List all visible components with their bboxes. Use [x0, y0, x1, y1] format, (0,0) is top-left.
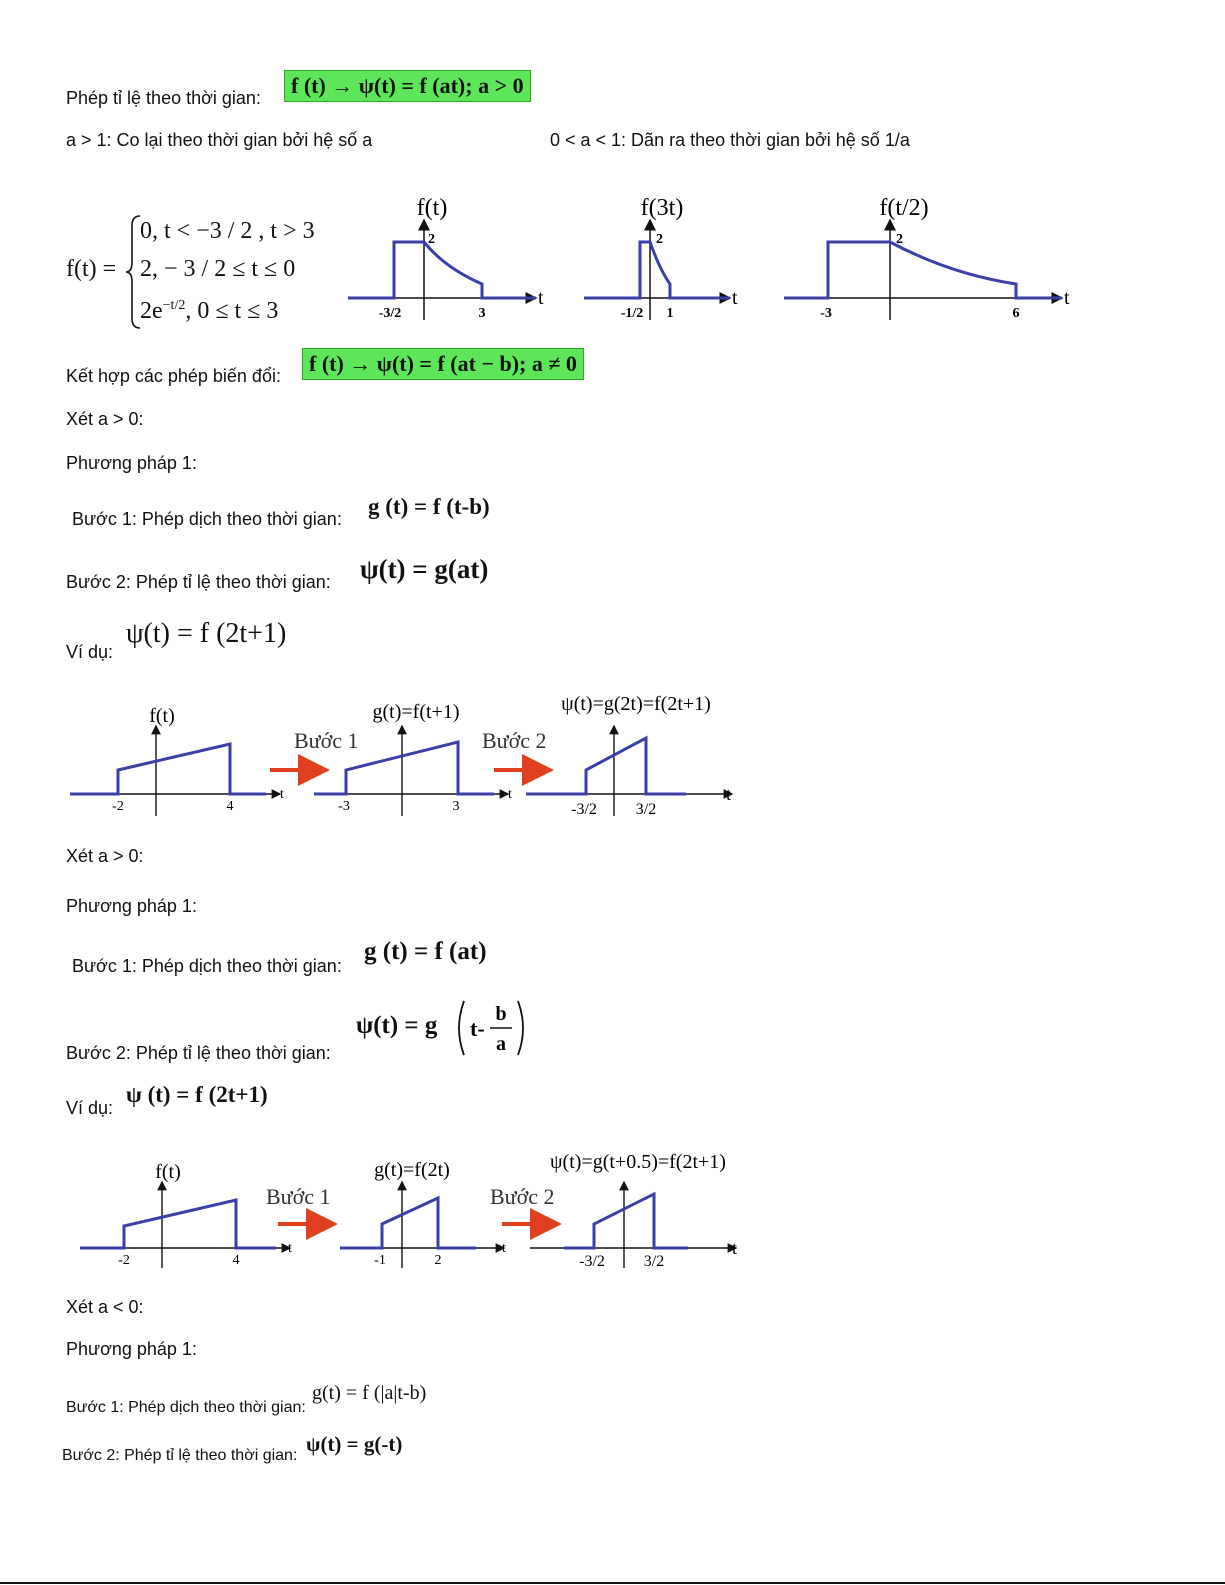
graph-ft2-peak: 2 [896, 232, 903, 247]
section3-step2-formula-pre: ψ(t) = g [356, 1012, 438, 1039]
section3-step2-fraction [452, 998, 532, 1058]
diagram2-g-tick-right: 2 [434, 1253, 442, 1268]
graph-f [348, 195, 544, 321]
section4-step2-label: Bước 2: Phép tỉ lệ theo thời gian: [62, 1447, 298, 1464]
section2-step2-formula: ψ(t) = g(at) [360, 554, 489, 584]
diagram2-psi-signal [564, 1194, 688, 1248]
diagram1-psi-tick-right: 3/2 [635, 801, 657, 818]
section3-method: Phương pháp 1: [66, 896, 197, 916]
fraction-left-paren [459, 1001, 464, 1055]
diagram2-f-tick-left: -2 [118, 1253, 130, 1268]
diagram2-psi-tick-left: -3/2 [579, 1253, 605, 1270]
graph-f3t-axis-label: t [732, 287, 738, 309]
piecewise-lhs: f(t) = [66, 256, 117, 282]
diagram1-f-axis-label: t [280, 787, 284, 802]
section1-formula: f (t) → ψ(t) = f (at); a > 0 [284, 70, 531, 102]
piecewise-case2: 2, − 3 / 2 ≤ t ≤ 0 [140, 256, 296, 282]
section3-consider: Xét a > 0: [66, 846, 144, 866]
diagram1-step2-label: Bước 2 [482, 728, 547, 753]
diagram1-f-tick-right: 4 [226, 799, 234, 814]
diagram1-f [70, 705, 284, 816]
diagram2-f-axis-label: t [288, 1241, 292, 1256]
section2-step1-label: Bước 1: Phép dịch theo thời gian: [72, 509, 342, 529]
graph-ft2-signal [784, 242, 1062, 298]
section4-step1-label: Bước 1: Phép dịch theo thời gian: [66, 1399, 306, 1416]
section3-step2-label: Bước 2: Phép tỉ lệ theo thời gian: [66, 1043, 331, 1063]
section4-step2-formula: ψ(t) = g(-t) [306, 1432, 403, 1456]
section2-example-label: Ví dụ: [66, 642, 114, 662]
diagram1-psi-axis-label: t [726, 784, 732, 804]
section4-method: Phương pháp 1: [66, 1339, 197, 1359]
piecewise-case1: 0, t < −3 / 2 , t > 3 [140, 218, 315, 244]
section4-consider: Xét a < 0: [66, 1297, 144, 1317]
diagram2-g [340, 1159, 506, 1268]
piecewise-case3 [140, 298, 278, 325]
diagram1-psi-signal [526, 738, 686, 794]
page-bottom-rule [0, 1582, 1225, 1584]
graph-f3t [584, 195, 738, 321]
scaling-graphs [340, 190, 1080, 330]
diagram1-g [314, 701, 512, 816]
diagram2-step2-label: Bước 2 [490, 1184, 555, 1209]
diagram2-f-tick-right: 4 [232, 1253, 240, 1268]
diagram1-f-signal [70, 744, 266, 794]
diagram2 [76, 1148, 756, 1278]
graph-ft2 [784, 195, 1070, 321]
section3-step1-label: Bước 1: Phép dịch theo thời gian: [72, 956, 342, 976]
graph-f3t-tick-left: -1/2 [620, 306, 644, 321]
section3-step1-formula: g (t) = f (at) [364, 938, 487, 965]
fraction-denominator: a [496, 1033, 506, 1055]
diagram2-g-tick-left: -1 [374, 1253, 386, 1268]
graph-f-axis-label: t [538, 287, 544, 309]
diagram2-g-title: g(t)=f(2t) [374, 1159, 450, 1181]
piecewise-case3-exponent: −t/2 [162, 298, 186, 313]
fraction-inner: t- [470, 1016, 485, 1041]
diagram1-f-title: f(t) [149, 705, 175, 727]
diagram2-psi [530, 1151, 737, 1270]
graph-ft2-title: f(t/2) [879, 195, 929, 221]
section2-step1-formula: g (t) = f (t-b) [368, 494, 490, 519]
diagram2-psi-axis-label: t [732, 1238, 738, 1258]
graph-f3t-title: f(3t) [640, 195, 684, 221]
graph-f-signal [348, 242, 536, 298]
diagram2-step1-label: Bước 1 [266, 1184, 331, 1209]
piecewise-case3-tail: , 0 ≤ t ≤ 3 [185, 298, 279, 324]
section2-example-formula: ψ(t) = f (2t+1) [126, 618, 287, 649]
diagram2-f [80, 1161, 292, 1268]
graph-f3t-tick-right: 1 [666, 306, 674, 321]
section1-left-note: a > 1: Co lại theo thời gian bởi hệ số a [66, 130, 373, 150]
graph-f-tick-left: -3/2 [378, 306, 402, 321]
piecewise-case3-base: 2e [140, 298, 163, 324]
section4-step1-formula: g(t) = f (|a|t-b) [312, 1382, 427, 1404]
section1-label: Phép tỉ lệ theo thời gian: [66, 88, 261, 108]
graph-ft2-tick-right: 6 [1012, 306, 1020, 321]
diagram1-psi [526, 693, 732, 818]
diagram2-f-title: f(t) [155, 1161, 181, 1183]
section3-example-formula: ψ (t) = f (2t+1) [126, 1082, 268, 1107]
graph-f-tick-right: 3 [478, 306, 486, 321]
diagram1-g-title: g(t)=f(t+1) [372, 701, 460, 723]
diagram1-step1-label: Bước 1 [294, 728, 359, 753]
diagram2-psi-title: ψ(t)=g(t+0.5)=f(2t+1) [550, 1151, 726, 1173]
diagram1-f-tick-left: -2 [112, 799, 124, 814]
graph-ft2-tick-left: -3 [820, 306, 832, 321]
graph-f-title: f(t) [416, 195, 448, 221]
graph-f3t-peak: 2 [656, 232, 663, 247]
diagram1 [66, 686, 746, 826]
section3-step2-formula [356, 1012, 437, 1040]
fraction-numerator: b [495, 1003, 507, 1025]
section2-consider: Xét a > 0: [66, 409, 144, 429]
diagram2-g-signal [340, 1198, 476, 1248]
diagram1-psi-title: ψ(t)=g(2t)=f(2t+1) [561, 693, 711, 715]
section2-label: Kết hợp các phép biến đổi: [66, 366, 281, 386]
section3-example-label: Ví dụ: [66, 1098, 114, 1118]
graph-ft2-axis-label: t [1064, 287, 1070, 309]
graph-f3t-signal [584, 242, 730, 298]
section1-right-note: 0 < a < 1: Dãn ra theo thời gian bởi hệ số 1/a [550, 130, 910, 150]
diagram2-psi-tick-right: 3/2 [643, 1253, 665, 1270]
diagram1-g-tick-left: -3 [338, 799, 350, 814]
fraction-right-paren [518, 1001, 523, 1055]
section2-method: Phương pháp 1: [66, 453, 197, 473]
diagram1-g-tick-right: 3 [452, 799, 460, 814]
diagram1-g-axis-label: t [508, 787, 512, 802]
graph-f-peak: 2 [428, 232, 435, 247]
diagram2-g-axis-label: t [502, 1241, 506, 1256]
diagram1-psi-tick-left: -3/2 [571, 801, 597, 818]
section2-step2-label: Bước 2: Phép tỉ lệ theo thời gian: [66, 572, 331, 592]
section2-formula: f (t) → ψ(t) = f (at − b); a ≠ 0 [302, 348, 584, 380]
diagram2-f-signal [80, 1200, 276, 1248]
